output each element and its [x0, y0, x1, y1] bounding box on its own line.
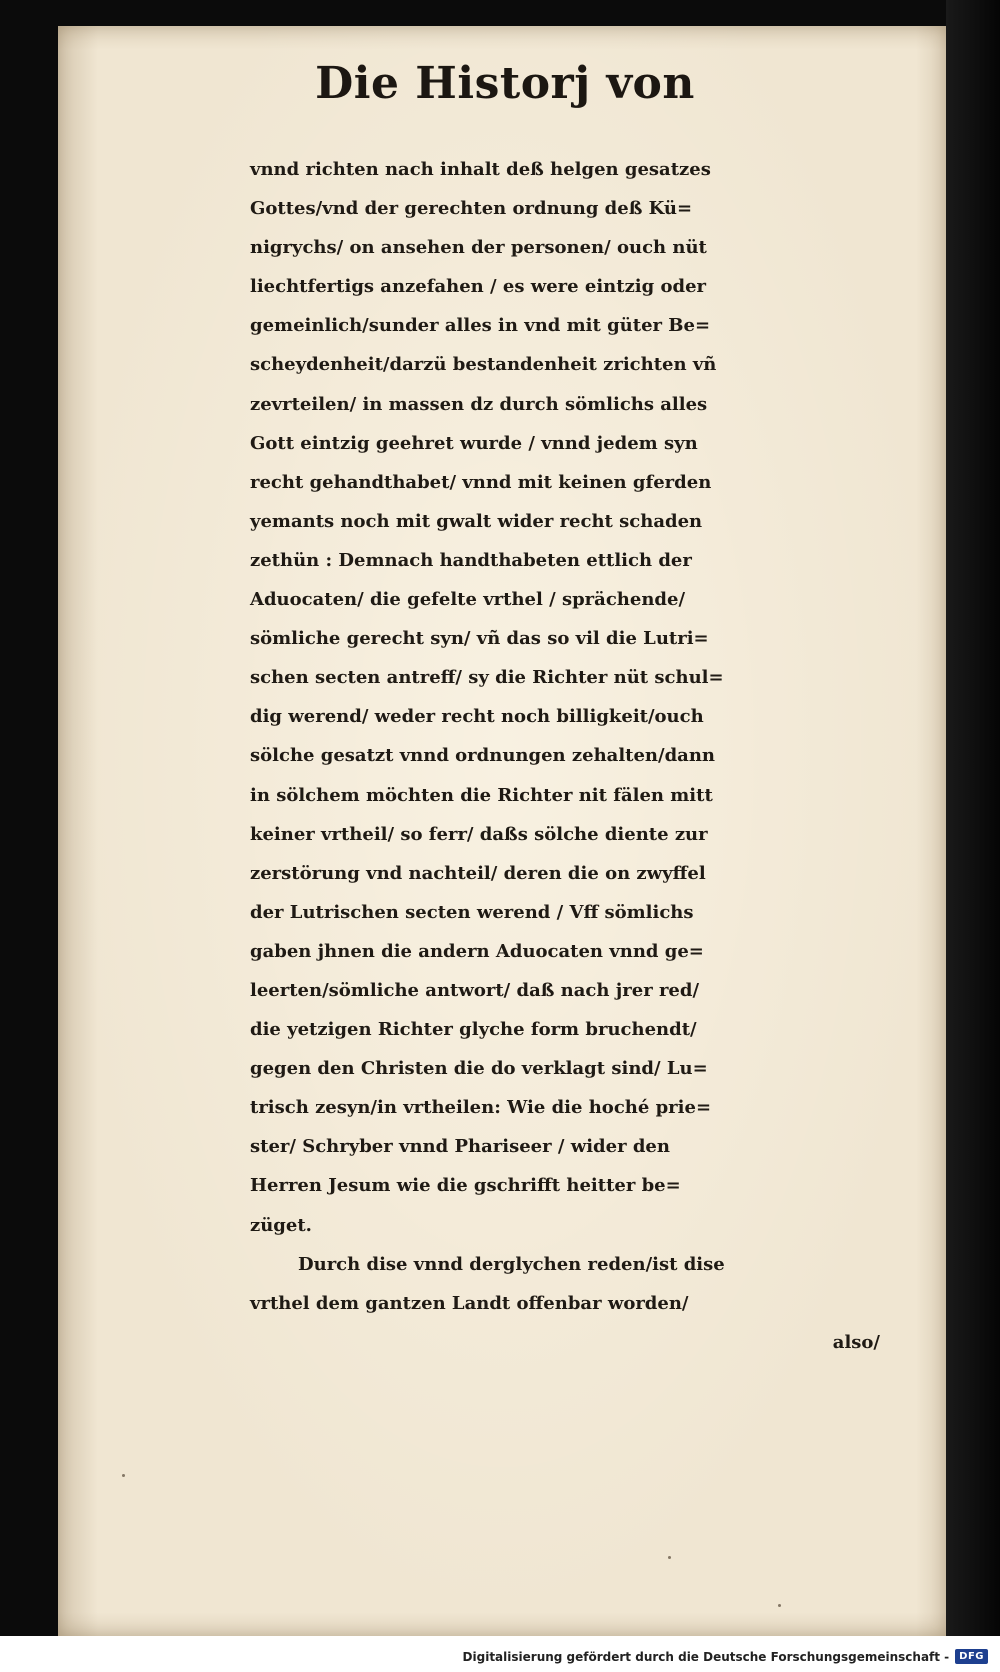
- paragraph-first-line: Durch dise vnnd derglychen reden/ist dise: [298, 1253, 725, 1275]
- text-line: Herren Jesum wie die gschrifft heitter be=: [250, 1175, 681, 1197]
- text-line: trisch zesyn/in vrtheilen: Wie die hoché prie=: [250, 1097, 712, 1119]
- text-line: yemants noch mit gwalt wider recht schaden: [250, 510, 703, 532]
- text-line: Aduocaten/ die gefelte vrthel / sprächende/: [250, 589, 686, 611]
- text-line: leerten/sömliche antwort/ daß nach jrer red/: [250, 979, 700, 1001]
- digitization-credit: [463, 1649, 988, 1664]
- text-line: sölche gesatzt vnnd ordnungen zehalten/dann: [250, 745, 716, 767]
- speck: [122, 1474, 125, 1477]
- text-line: zevrteilen/ in massen dz durch sömlichs alles: [250, 393, 708, 415]
- speck: [778, 1604, 781, 1607]
- text-line: dig werend/ weder recht noch billigkeit/ouch: [250, 706, 704, 728]
- dfg-logo: DFG: [955, 1649, 988, 1664]
- text-line: die yetzigen Richter glyche form bruchendt/: [250, 1019, 697, 1041]
- text-line: Gottes/vnd der gerechten ordnung deß Kü=: [250, 198, 693, 220]
- text-line: zerstörung vnd nachteil/ deren die on zwyffel: [250, 862, 706, 884]
- text-line: in sölchem möchten die Richter nit fälen mitt: [250, 784, 713, 806]
- text-line: Gott eintzig geehret wurde / vnnd jedem syn: [250, 432, 698, 454]
- text-line: der Lutrischen secten werend / Vff sömlichs: [250, 901, 694, 923]
- text-line: gaben jhnen die andern Aduocaten vnnd ge=: [250, 940, 704, 962]
- text-line: schen secten antreff/ sy die Richter nüt schul=: [250, 667, 724, 689]
- text-line: gegen den Christen die do verklagt sind/ Lu=: [250, 1058, 708, 1080]
- text-line: gemeinlich/sunder alles in vnd mit güter Be=: [250, 315, 711, 337]
- catchword: also/: [832, 1331, 880, 1353]
- text-line: züget.: [250, 1214, 312, 1236]
- text-line: liechtfertigs anzefahen / es were eintzig oder: [250, 276, 707, 298]
- footer-bar: [0, 1636, 1000, 1672]
- text-line: scheydenheit/darzü bestandenheit zrichten vñ: [250, 354, 717, 376]
- text-line: keiner vrtheil/ so ferr/ daßs sölche diente zur: [250, 823, 708, 845]
- text-line: zethün : Demnach handthabeten ettlich der: [250, 549, 692, 571]
- text-line: nigrychs/ on ansehen der personen/ ouch nüt: [250, 237, 707, 259]
- credit-text: Digitalisierung gefördert durch die Deutsche Forschungsgemeinschaft -: [462, 1649, 950, 1664]
- text-line: sömliche gerecht syn/ vñ das so vil die Lutri=: [250, 628, 709, 650]
- scanner-edge-right: [946, 0, 1000, 1652]
- body-text: [250, 150, 950, 1362]
- text-line: ster/ Schryber vnnd Phariseer / wider den: [250, 1136, 670, 1158]
- text-line: vnnd richten nach inhalt deß helgen gesatzes: [250, 159, 711, 180]
- speck: [668, 1556, 671, 1559]
- running-head: Die Historj von: [315, 58, 695, 109]
- text-line: recht gehandthabet/ vnnd mit keinen gferden: [250, 471, 712, 493]
- text-line: vrthel dem gantzen Landt offenbar worden/: [250, 1292, 689, 1314]
